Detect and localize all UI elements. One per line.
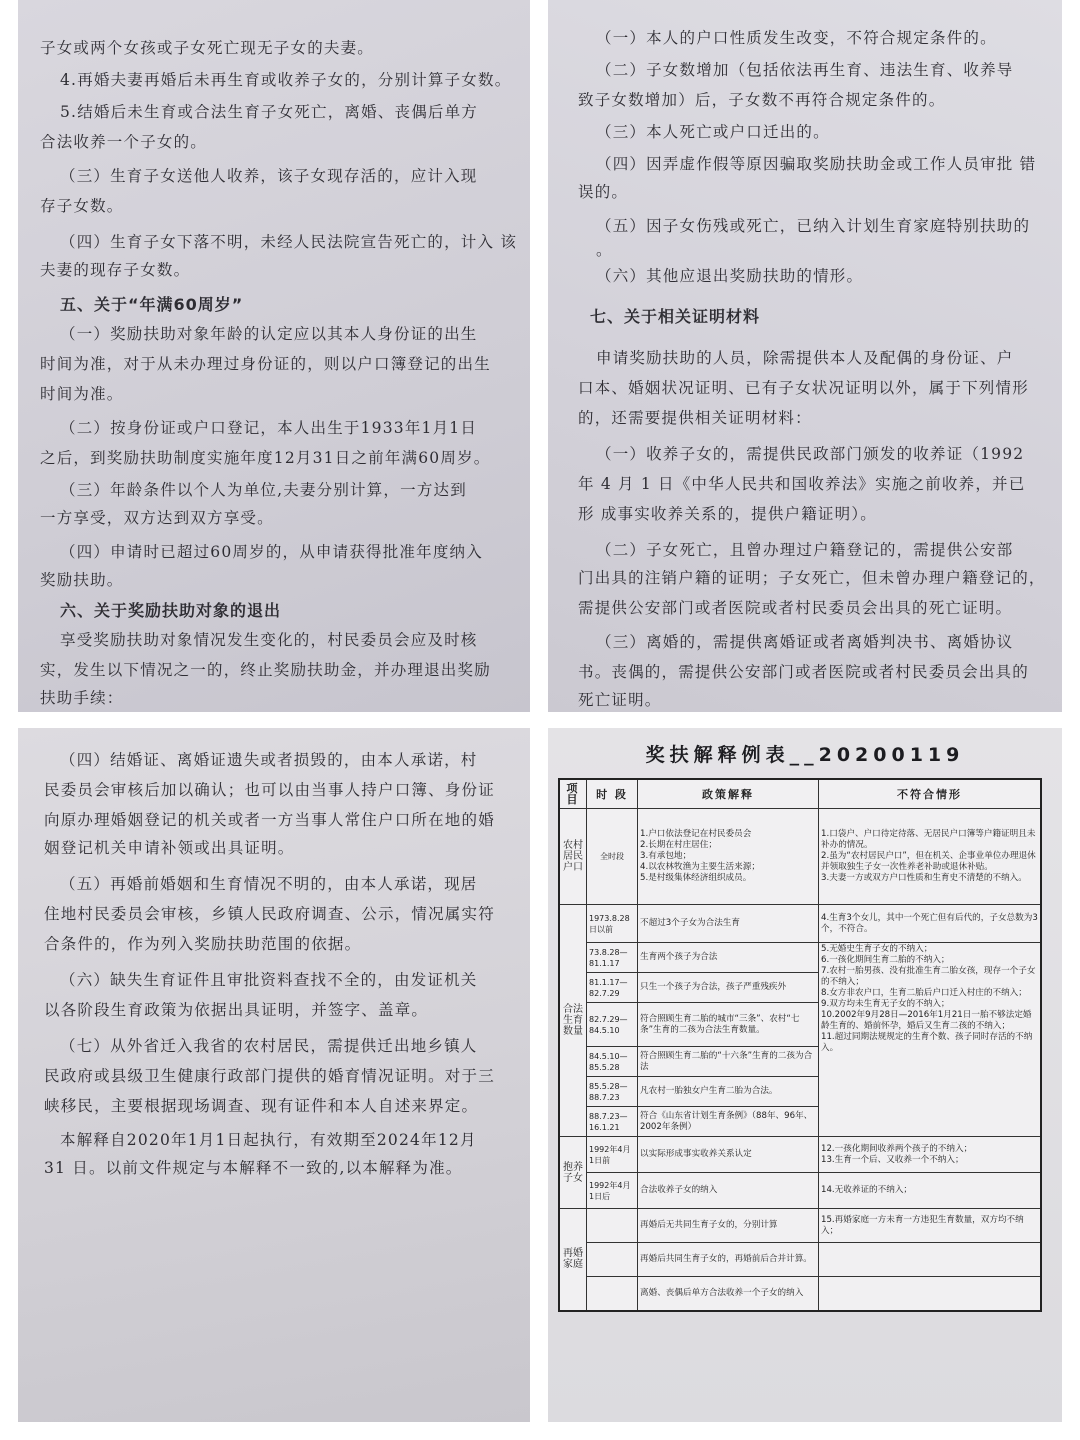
text-line: 申请奖励扶助的人员，除需提供本人及配偶的身份证、户 [596, 349, 1014, 367]
table-row-legal [559, 905, 1041, 943]
text-line: 5.结婚后未生育或合法生育子女死亡，离婚、丧偶后单方 [60, 103, 478, 121]
table-title: 奖扶解释例表__20200119 [645, 744, 965, 766]
period-cell: 73.8.28—81.1.17 [587, 943, 638, 973]
document-page-2 [548, 0, 1062, 712]
text-line: 子女或两个女孩或子女死亡现无子女的夫妻。 [40, 39, 375, 57]
text-line: （五）再婚前婚姻和生育情况不明的，由本人承诺，现居 [60, 875, 478, 893]
section-heading: 六、关于奖励扶助对象的退出 [60, 601, 282, 620]
table-row-remarry [559, 1277, 1041, 1311]
text-line: 之后，到奖励扶助制度实施年度12月31日之前年满60周岁。 [40, 449, 491, 467]
text-line: 形 成事实收养关系的，提供户籍证明）。 [578, 505, 877, 523]
text-line: （二）子女数增加（包括依法再生育、违法生育、收养导 [596, 61, 1014, 79]
section-heading: 七、关于相关证明材料 [590, 307, 761, 326]
not-compliant-cell: 1.口袋户、户口待定待落、无居民户口簿等户籍证明且未补办的情况。 2.虽为“农村居民户口”，但在机关、企事业单位办理退休并领取独生子女一次性养老补助或退休补贴。 3.夫妻一方或双方户口性质和生育史不清楚的不纳入。 [819, 809, 1042, 905]
header-period: 时 段 [587, 779, 638, 809]
policy-cell: 再婚后共同生育子女的，再婚前后合并计算。 [638, 1243, 819, 1277]
not-compliant-cell: 4.生育3个女儿，其中一个死亡但有后代的，子女总数为3个，不符合。 [819, 905, 1042, 943]
text-line: 住地村民委员会审核，乡镇人民政府调查、公示，情况属实符 [44, 905, 495, 923]
policy-cell: 再婚后无共同生育子女的，分别计算 [638, 1209, 819, 1243]
not-compliant-cell [819, 1243, 1042, 1277]
period-cell: 全时段 [587, 809, 638, 905]
text-line: 书。丧偶的，需提供公安部门或者医院或者村民委员会出具的 [578, 663, 1029, 681]
text-line: （五）因子女伤残或死亡，已纳入计划生育家庭特别扶助的 [596, 217, 1031, 235]
period-cell: 82.7.29—84.5.10 [587, 1003, 638, 1047]
text-line: 实，发生以下情况之一的，终止奖励扶助金，并办理退出奖励 [40, 661, 491, 679]
text-line: 扶助手续： [40, 689, 124, 707]
text-line: 向原办理婚姻登记的机关或者一方当事人常住户口所在地的婚 [44, 811, 495, 829]
table-row-legal [559, 943, 1041, 973]
text-line: （三）生育子女送他人收养，该子女现存活的，应计入现 [60, 167, 478, 185]
not-compliant-cell: 14.无收养证的不纳入； [819, 1173, 1042, 1209]
text-line: （三）离婚的，需提供离婚证或者离婚判决书、离婚协议 [596, 633, 1014, 651]
document-page-3 [18, 728, 530, 1422]
category-legal-birth: 合法生育数量 [559, 905, 587, 1137]
text-line: 的，还需要提供相关证明材料： [578, 409, 812, 427]
not-compliant-cell: 12.一孩化期间收养两个孩子的不纳入； 13.生育一个后、又收养一个不纳入； [819, 1137, 1042, 1173]
text-line: 需提供公安部门或者医院或者村民委员会出具的死亡证明。 [578, 599, 1013, 617]
text-line: （四）因弄虚作假等原因骗取奖励扶助金或工作人员审批 错 [596, 155, 1037, 173]
text-line: （二）子女死亡，且曾办理过户籍登记的，需提供公安部 [596, 541, 1014, 559]
text-line: （三）本人死亡或户口迁出的。 [596, 123, 830, 141]
text-line: 年 4 月 1 日《中华人民共和国收养法》实施之前收养，并已 [578, 475, 1026, 493]
text-line: 。 [596, 241, 613, 259]
category-remarry: 再婚家庭 [559, 1209, 587, 1311]
period-cell: 88.7.23—16.1.21 [587, 1107, 638, 1137]
policy-cell: 不超过3个子女为合法生育 [638, 905, 819, 943]
text-line: 门出具的注销户籍的证明；子女死亡，但未曾办理户籍登记的， [578, 569, 1046, 587]
text-line: 民委员会审核后加以确认；也可以由当事人持户口簿、身份证 [44, 781, 495, 799]
text-line: （四）生育子女下落不明，未经人民法院宣告死亡的，计入 该 [60, 233, 518, 251]
text-line: 31 日。以前文件规定与本解释不一致的,以本解释为准。 [44, 1159, 463, 1177]
policy-cell: 离婚、丧偶后单方合法收养一个子女的纳入 [638, 1277, 819, 1311]
text-line: 时间为准。 [40, 385, 124, 403]
policy-cell: 只生一个孩子为合法，孩子严重残疾外 [638, 973, 819, 1003]
policy-cell: 合法收养子女的纳入 [638, 1173, 819, 1209]
text-line: （四）结婚证、离婚证遗失或者损毁的，由本人承诺，村 [60, 751, 478, 769]
text-line: 本解释自2020年1月1日起执行，有效期至2024年12月 [60, 1131, 477, 1149]
policy-cell: 1.户口依法登记在村民委员会 2.长期在村庄居住； 3.有承包地； 4.以农林牧渔为主要生活来源； 5.是村级集体经济组织成员。 [638, 809, 819, 905]
category-adopt: 抱养子女 [559, 1137, 587, 1209]
text-line: 4.再婚夫妻再婚后未再生育或收养子女的，分别计算子女数。 [60, 71, 512, 89]
period-cell: 1992年4月1日后 [587, 1173, 638, 1209]
period-cell: 1973.8.28日以前 [587, 905, 638, 943]
text-line: （六）缺失生育证件且审批资料查找不全的，由发证机关 [60, 971, 478, 989]
policy-cell: 以实际形成事实收养关系认定 [638, 1137, 819, 1173]
table-row-adopt [559, 1173, 1041, 1209]
document-page-4-table [548, 728, 1062, 1422]
text-line: 死亡证明。 [578, 691, 662, 709]
period-cell [587, 1243, 638, 1277]
text-line: （三）年龄条件以个人为单位,夫妻分别计算，一方达到 [60, 481, 467, 499]
not-compliant-cell: 5.无婚史生育子女的不纳入； 6.一孩化期间生育二胎的不纳入； 7.农村一胎男孩、没有批准生育二胎女孩，现存一个子女的不纳入； 8.女方非农户口，生育二胎后户口迁入村庄的不纳入； 9.双方均未生育无子女的不纳入； 10.2002年9月28日—2016年1月21日一胎不够法定婚龄生育的、婚前怀孕，婚后又生育二孩的不纳入； 11.超过同期法规规定的生育个数、孩子同时存活的不纳入。 [819, 943, 1042, 1137]
period-cell [587, 1277, 638, 1311]
text-line: 姻登记机关申请补领或出具证明。 [44, 839, 295, 857]
text-line: （六）其他应退出奖励扶助的情形。 [596, 267, 864, 285]
text-line: （一）本人的户口性质发生改变，不符合规定条件的。 [596, 29, 997, 47]
text-line: （七）从外省迁入我省的农村居民，需提供迁出地乡镇人 [60, 1037, 478, 1055]
text-line: 口本、婚姻状况证明、已有子女状况证明以外，属于下列情形 [578, 379, 1029, 397]
table-header-row [559, 779, 1041, 809]
document-page-1 [18, 0, 530, 712]
text-line: （一）奖励扶助对象年龄的认定应以其本人身份证的出生 [60, 325, 478, 343]
text-line: 时间为准，对于从未办理过身份证的，则以户口簿登记的出生 [40, 355, 491, 373]
not-compliant-cell: 15.再婚家庭一方未育一方违犯生育数量，双方均不纳入； [819, 1209, 1042, 1243]
text-line: 一方享受，双方达到双方享受。 [40, 509, 274, 527]
text-line: 致子女数增加）后，子女数不再符合规定条件的。 [578, 91, 946, 109]
table-row-remarry [559, 1243, 1041, 1277]
text-line: 合条件的，作为列入奖励扶助范围的依据。 [44, 935, 362, 953]
table-row-remarry [559, 1209, 1041, 1243]
header-not-compliant: 不符合情形 [819, 779, 1042, 809]
period-cell: 1992年4月1日前 [587, 1137, 638, 1173]
not-compliant-cell [819, 1277, 1042, 1311]
policy-cell: 生育两个孩子为合法 [638, 943, 819, 973]
policy-table [558, 778, 1042, 1312]
text-line: 享受奖励扶助对象情况发生变化的，村民委员会应及时核 [60, 631, 478, 649]
period-cell: 84.5.10—85.5.28 [587, 1047, 638, 1077]
policy-cell: 凡农村一胎独女户生育二胎为合法。 [638, 1077, 819, 1107]
text-line: （四）申请时已超过60周岁的，从申请获得批准年度纳入 [60, 543, 483, 561]
header-item: 项目 [559, 779, 587, 809]
text-line: 奖励扶助。 [40, 571, 124, 589]
text-line: 民政府或县级卫生健康行政部门提供的婚育情况证明。对于三 [44, 1067, 495, 1085]
policy-cell: 符合照顾生育二胎的“十六条”生育的二孩为合法 [638, 1047, 819, 1077]
text-line: （二）按身份证或户口登记，本人出生于1933年1月1日 [60, 419, 478, 437]
period-cell: 81.1.17—82.7.29 [587, 973, 638, 1003]
table-row-rural [559, 809, 1041, 905]
text-line: 峡移民，主要根据现场调查、现有证件和本人自述来界定。 [44, 1097, 479, 1115]
period-cell [587, 1209, 638, 1243]
header-policy: 政策解释 [638, 779, 819, 809]
table-row-adopt [559, 1137, 1041, 1173]
section-heading: 五、关于“年满60周岁” [60, 295, 244, 314]
period-cell: 85.5.28—88.7.23 [587, 1077, 638, 1107]
policy-cell: 符合照顾生育二胎的城市“三条”、农村“七条”生育的二孩为合法生育数量。 [638, 1003, 819, 1047]
text-line: 误的。 [578, 183, 629, 201]
category-rural: 农村居民户口 [559, 809, 587, 905]
text-line: 以各阶段生育政策为依据出具证明，并签字、盖章。 [44, 1001, 429, 1019]
policy-cell: 符合《山东省计划生育条例》（88年、96年、2002年条例） [638, 1107, 819, 1137]
text-line: 夫妻的现存子女数。 [40, 261, 191, 279]
text-line: 合法收养一个子女的。 [40, 133, 208, 151]
text-line: 存子女数。 [40, 197, 124, 215]
text-line: （一）收养子女的，需提供民政部门颁发的收养证（1992 [596, 445, 1025, 463]
